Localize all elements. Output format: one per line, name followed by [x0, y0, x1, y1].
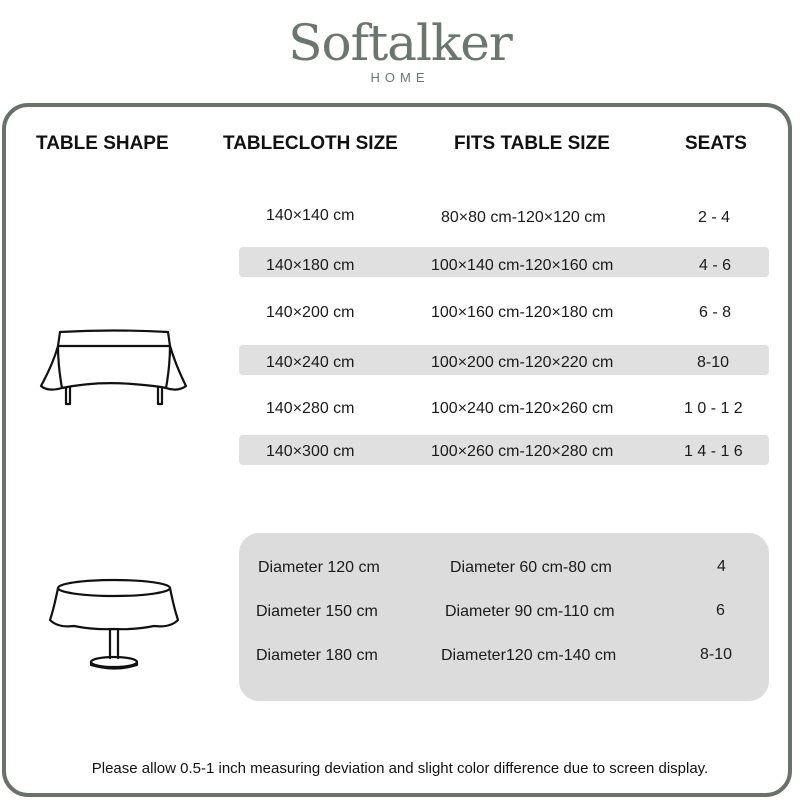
seats-cell: 2 - 4: [698, 209, 731, 226]
tablecloth-size-cell: 140×240 cm: [266, 354, 355, 371]
seats-cell: 6 - 8: [699, 304, 732, 321]
fits-table-size-cell: 100×260 cm-120×280 cm: [431, 443, 614, 460]
brand-name: Softalker: [288, 14, 512, 72]
seats-cell: 4: [717, 558, 726, 575]
fits-table-size-cell: Diameter120 cm-140 cm: [441, 647, 617, 664]
tablecloth-size-cell: 140×300 cm: [266, 443, 355, 460]
seats-cell: 1 0 - 1 2: [684, 400, 743, 417]
tablecloth-size-cell: Diameter 150 cm: [256, 603, 378, 620]
measurement-disclaimer: Please allow 0.5-1 inch measuring deviation and slight color difference due to screen display.: [91, 760, 709, 777]
fits-table-size-cell: Diameter 60 cm-80 cm: [450, 559, 612, 576]
seats-cell: 8-10: [700, 646, 733, 663]
header-seats: SEATS: [685, 133, 747, 154]
tablecloth-size-cell: 140×280 cm: [266, 400, 355, 417]
fits-table-size-cell: 100×160 cm-120×180 cm: [431, 304, 614, 321]
fits-table-size-cell: 100×140 cm-120×160 cm: [431, 257, 614, 274]
tablecloth-size-cell: Diameter 180 cm: [256, 647, 378, 664]
seats-cell: 1 4 - 1 6: [684, 443, 743, 460]
tablecloth-size-cell: Diameter 120 cm: [258, 559, 380, 576]
brand-logo: [0, 14, 800, 85]
fits-table-size-cell: 100×200 cm-120×220 cm: [431, 354, 614, 371]
tablecloth-size-cell: 140×200 cm: [266, 304, 355, 321]
fits-table-size-cell: 80×80 cm-120×120 cm: [441, 209, 606, 226]
fits-table-size-cell: Diameter 90 cm-110 cm: [445, 603, 615, 620]
rectangular-table-icon: [36, 326, 192, 408]
tablecloth-size-cell: 140×180 cm: [266, 257, 355, 274]
header-table-shape: TABLE SHAPE: [36, 133, 169, 154]
seats-cell: 8-10: [697, 354, 730, 371]
seats-cell: 6: [716, 602, 725, 619]
tablecloth-size-cell: 140×140 cm: [266, 207, 355, 224]
brand-subtitle: HOME: [370, 70, 430, 85]
header-fits-table-size: FITS TABLE SIZE: [454, 133, 610, 154]
round-table-icon: [44, 576, 184, 672]
seats-cell: 4 - 6: [699, 257, 732, 274]
fits-table-size-cell: 100×240 cm-120×260 cm: [431, 400, 614, 417]
header-tablecloth-size: TABLECLOTH SIZE: [223, 133, 398, 154]
